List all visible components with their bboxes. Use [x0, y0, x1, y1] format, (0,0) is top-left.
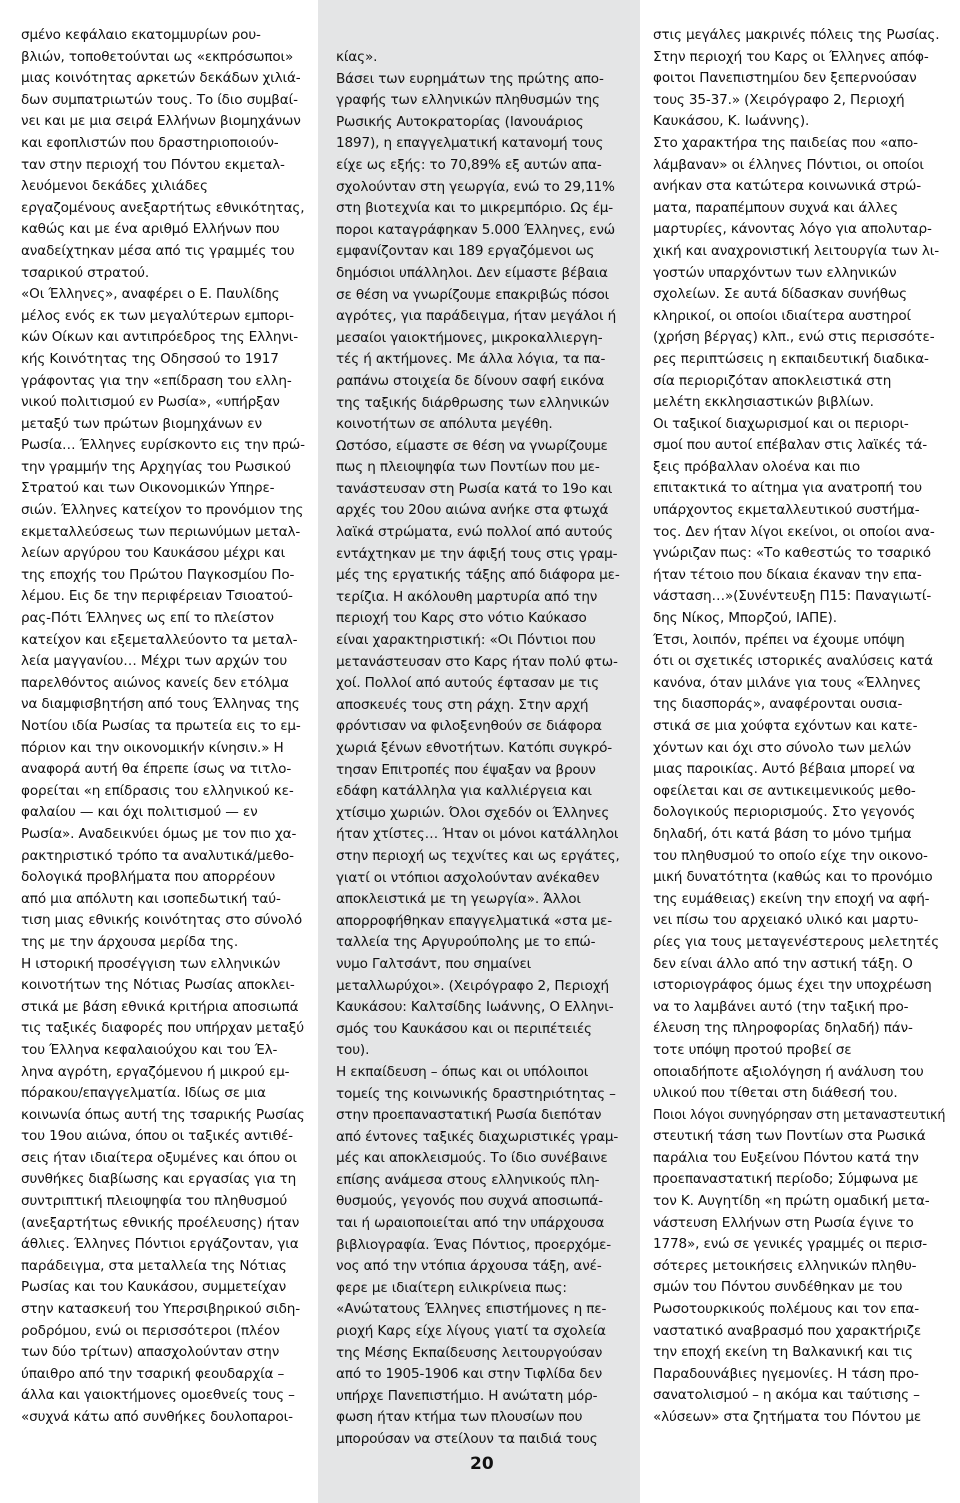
text-line: της ταξικής διάρθρωσης των ελληνικών — [336, 394, 610, 411]
text-line: Βάσει των ευρημάτων της πρώτης απο- — [336, 70, 604, 87]
text-line: τους 35-37.» (Χειρόγραφο 2, Περιοχή — [653, 91, 905, 108]
text-line: μιας παροικίας. Αυτό βέβαια μπορεί να — [653, 761, 915, 778]
text-line: ταλλεία της Αργυρούπολης με το επώ- — [336, 934, 596, 951]
text-line: φορείται «η επίδρασις του ελληνικού κε- — [21, 782, 294, 799]
text-line: μιας κοινότητας αρκετών δεκάδων χιλιά- — [21, 70, 301, 87]
text-line: αποσκευές τους στη ράχη. Στην αρχή — [336, 696, 589, 713]
text-line: Ρωσία». Αναδεικνύει όμως με τον πιο χα- — [21, 825, 297, 842]
text-line: ληνα αγρότη, εργαζόμενου ή μικρού εμ- — [21, 1063, 290, 1080]
text-line: Στην περιοχή του Καρς οι Έλληνες απόφ- — [653, 48, 929, 65]
text-line: ρες περιπτώσεις η εκπαιδευτική διαδικα- — [653, 350, 929, 367]
text-line: Ρωσικής Αυτοκρατορίας (Ιανουάριος — [336, 113, 584, 130]
text-line: σε θέση να γνωρίζουμε επακριβώς πόσοι — [336, 286, 610, 303]
text-line: Στρατού και των Οικονομικών Υπηρε- — [21, 480, 275, 497]
text-line: δολογικά προβλήματα που απορρέουν — [21, 869, 276, 886]
text-line: αγρότες, για παράδειγμα, ήταν μεγάλοι ή — [336, 308, 617, 325]
text-line: γραφής των ελληνικών πληθυσμών της — [336, 92, 600, 109]
text-line: λεία μαγγανίου… Μέχρι των αρχών του — [21, 653, 288, 670]
text-line: στην περιοχή ως τεχνίτες και ως εργάτες, — [336, 847, 620, 864]
text-line: γράφοντας για την «επίδραση του ελλη- — [21, 372, 292, 389]
text-line: Καυκάσου: Καλτσίδης Ιωάννης, Ο Ελληνι- — [336, 999, 614, 1016]
text-line: καθώς και με ένα αριθμό Ελλήνων που — [21, 221, 280, 238]
text-line: υπήρχε Πανεπιστήμιο. Η ανώτατη μόρ- — [336, 1387, 598, 1404]
text-line: σμών του Πόντου συνδέθηκαν με του — [653, 1279, 903, 1296]
text-line: τον Κ. Αυγητίδη «η πρώτη ομαδική μετα- — [653, 1193, 930, 1210]
text-line: ρας-Πότι Έλληνες ως επί το πλείστον — [21, 610, 274, 627]
text-line: στις μεγάλες μακρινές πόλεις της Ρωσίας. — [653, 27, 940, 43]
text-line: αναφορά αυτή θα έπρεπε ίσως να τιτλο- — [21, 761, 292, 778]
text-line: ταν στην περιοχή του Πόντου εκμεταλ- — [21, 156, 285, 173]
text-line: μετανάστευσαν στο Καρς ήταν πολύ φτω- — [336, 653, 618, 670]
text-line: τιση μιας εθνικής κοινότητας στο σύνολό — [21, 912, 303, 929]
text-line: να διαμφισβητήση από τους Έλληνας της — [21, 696, 300, 713]
text-line: ιστοριογράφος όμως έχει την υποχρέωση — [653, 977, 932, 994]
text-line: κών Οίκων και αντιπρόεδρος της Ελληνι- — [21, 329, 298, 346]
text-column-left — [21, 25, 305, 1429]
text-line: επιτακτικά το αίτημα για ανατροπή του — [653, 480, 922, 497]
text-line: Στο χαρακτήρα της παιδείας που «απο- — [653, 134, 918, 151]
text-line: ότι οι σχετικές ιστορικές αναλύσεις κατά — [653, 653, 933, 670]
text-line: 1897), η επαγγελματική κατανομή τους — [336, 135, 604, 152]
text-line: λέμου. Εις δε την περιφέρειαν Τσιοατού- — [21, 588, 293, 605]
text-line: νος από την ντόπια άρχουσα τάξη, ανέ- — [336, 1258, 602, 1275]
text-line: ριοχή Καρς είχε λίγους γιατί τα σχολεία — [336, 1323, 606, 1340]
text-line: Ρωσία… Έλληνες ευρίσκοντο εις την πρώ- — [21, 437, 305, 454]
text-line: λευόμενοι δεκάδες χιλιάδες — [21, 178, 208, 195]
text-line: την εποχή εκείνη τη Βαλκανική και τις — [653, 1344, 913, 1361]
text-line: τσαρικού στρατού. — [21, 264, 150, 281]
text-line: από το 1905-1906 και στην Τιφλίδα δεν — [336, 1366, 603, 1383]
text-line: στικά σε μια χούφτα εχόντων και κατε- — [653, 718, 918, 734]
text-line: σμοί που αυτοί επέβαλαν στις λαϊκές τά- — [653, 437, 928, 454]
text-line: του Έλληνα κεφαλαιούχου και του Έλ- — [21, 1041, 278, 1058]
text-line: χική και αναχρονιστική λειτουργία των λι- — [653, 242, 939, 259]
text-line: σμός του Καυκάσου και οι περιπέτειές — [336, 1020, 592, 1037]
text-line: Η ιστορική προσέγγιση των ελληνικών — [21, 955, 281, 972]
text-line: τησαν Επιτροπές που έψαξαν να βρουν — [336, 761, 596, 778]
text-line: λείων αργύρου του Καυκάσου μέχρι και — [21, 545, 286, 562]
text-line: Παραδουνάβιες ηγεμονίες. Η τάση προ- — [653, 1365, 919, 1382]
text-line: ρίες για τους μεταγενέστερους μελετητές — [653, 933, 940, 950]
text-line: χωριά ξένων εθνοτήτων. Κατόπι συγκρό- — [336, 740, 613, 756]
text-line: την γραμμήν της Αρχηγίας του Ρωσικού — [21, 458, 291, 475]
text-column-middle — [336, 47, 620, 1451]
text-line: μεταλλωρύχοι». (Χειρόγραφο 2, Περιοχή — [336, 977, 609, 994]
text-line: δολογικούς περιορισμούς. Στο γεγονός — [653, 804, 916, 821]
text-line: (χρήση βέργας) κλπ., ενώ στις περισσότε- — [653, 329, 935, 346]
text-line: ύπαιθρο από την τσαρική φεουδαρχία – — [21, 1365, 285, 1382]
text-line: στην προεπαναστατική Ρωσία διεπόταν — [336, 1107, 602, 1124]
text-line: σχολείων. Σε αυτά δίδασκαν συνήθως — [653, 286, 907, 303]
text-line: λαϊκά στρώματα, ενώ πολλοί από αυτούς — [336, 524, 613, 541]
text-line: τις ταξικές διαφορές που υπήρχαν μεταξύ — [21, 1020, 304, 1037]
text-line: ναστατικό αναβρασμό που χαρακτήριζε — [653, 1322, 922, 1339]
text-line: ραπάνω στοιχεία δε δίνουν σαφή εικόνα — [336, 372, 605, 389]
text-line: Έτσι, λοιπόν, πρέπει να έχουμε υπόψη — [653, 631, 905, 648]
text-line: «λύσεων» στα ζητήματα του Πόντου με — [653, 1409, 922, 1425]
text-line: της με την άρχουσα μερίδα της. — [21, 933, 239, 950]
text-line: Ρωσοτουρκικούς πολέμους και τον επα- — [653, 1301, 919, 1318]
text-line: σία περιοριζόταν αποκλειστικά στη — [653, 372, 892, 389]
text-line: της ευμάθειας) εκείνη την εποχή να αφή- — [653, 890, 930, 907]
text-line: μεταξύ των πρώτων βιομηχάνων εν — [21, 415, 262, 432]
text-line: περιοχή του Καρς στο νότιο Καύκασο — [336, 610, 587, 627]
text-line: παράλια του Ευξείνου Πόντου κατά την — [653, 1149, 919, 1166]
text-line: χόντων και όχι στο σύνολο των μελών — [653, 739, 911, 756]
text-line: μεσαίοι γαιοκτήμονες, μικροκαλλιεργη- — [336, 329, 603, 346]
text-line: στευτική τάση των Ποντίων στα Ρωσικά — [653, 1128, 926, 1145]
text-line: παράδειγμα, στα μεταλλεία της Νότιας — [21, 1257, 287, 1274]
text-line: ματα, παραπέμπουν συχνά και άλλες — [653, 199, 899, 216]
text-line: οποιαδήποτε αξιολόγηση ή ανάλυση του — [653, 1063, 924, 1080]
text-line: ροδρόμου, ενώ οι περισσότεροι (πλέον — [21, 1322, 280, 1339]
text-line: γιατί οι ντόπιοι ασχολούνταν ανέκαθεν — [336, 869, 600, 886]
text-line: ήταν χτίστες… Ήταν οι μόνοι κατάλληλοι — [336, 826, 619, 843]
text-line: φοιτοι Πανεπιστημίου δεν ξεπερνούσαν — [653, 70, 917, 87]
text-line: ανήκαν στα κατώτερα κοινωνικά στρώ- — [653, 178, 921, 195]
text-line: τομείς της κοινωνικής δραστηριότητας – — [336, 1085, 616, 1102]
text-line: σότερες μετοικήσεις ελληνικών πληθυ- — [653, 1257, 917, 1274]
text-line: της διασποράς», αναφέρονται ουσια- — [653, 696, 903, 713]
text-line: νικού πολιτισμού εν Ρωσία», «υπήρξαν — [21, 394, 280, 411]
text-line: αναδείχτηκαν μέσα από τις γραμμές του — [21, 242, 295, 259]
text-line: κοινωνία όπως αυτή της τσαρικής Ρωσίας — [21, 1106, 305, 1123]
text-line: δημόσιοι υπάλληλοι. Δεν είμαστε βέβαια — [336, 264, 608, 281]
text-line: της Μέσης Εκπαίδευσης λειτουργούσαν — [336, 1344, 603, 1361]
text-line: μές και αποκλεισμούς. Το ίδιο συνέβαινε — [336, 1150, 608, 1167]
text-line: μές της εργατικής τάξης από διάφορα με- — [336, 567, 620, 584]
text-line: «συχνά κάτω από συνθήκες δουλοπαροι- — [21, 1409, 293, 1425]
text-line: δης Νίκος, Μπορζού, ΙΑΠΕ). — [653, 610, 837, 627]
text-line: μαρτυρίες, κάνοντας λόγο για απολυταρ- — [653, 221, 932, 238]
text-line: συντριπτική πλειοψηφία του πληθυσμού — [21, 1193, 288, 1210]
text-column-right — [653, 25, 945, 1429]
text-line: της εποχής του Πρώτου Παγκοσμίου Πο- — [21, 566, 295, 583]
text-line: μέλος ενός εκ των μεγαλύτερων εμπορι- — [21, 307, 294, 324]
text-line: του). — [336, 1042, 370, 1059]
text-line: Νοτίου ιδία Ρωσίας τα πρωτεία εις το εμ- — [21, 718, 301, 734]
text-line: επίσης ανάμεσα στους ελληνικούς πλη- — [336, 1171, 600, 1188]
text-line: αποκλειστικά με τη γεωργία». Άλλοι — [336, 891, 581, 908]
text-line: και εφοπλιστών που δραστηριοποιούν- — [21, 134, 279, 151]
text-line: αρχές του 20ου αιώνα ανήκε στα φτωχά — [336, 502, 609, 519]
text-line: ξεις πρόβαλλαν ολοένα και πιο — [653, 458, 861, 475]
text-line: τος. Δεν ήταν λίγοι εκείνοι, οι οποίοι ανα- — [653, 523, 935, 540]
text-line: έλευση της πληροφορίας δηλαδή) πάν- — [653, 1020, 913, 1037]
text-line: χοί. Πολλοί από αυτούς έφτασαν με τις — [336, 675, 600, 692]
text-line: σεις ήταν ιδιαίτερα οξυμένες και όπου οι — [21, 1149, 297, 1166]
text-line: υλικού που τίθεται στη διάθεσή του. — [653, 1085, 898, 1102]
text-line: εκμεταλλεύσεως των περιωνύμων μεταλ- — [21, 523, 301, 540]
text-line: σχολούνταν στη γεωργία, ενώ το 29,11% — [336, 178, 615, 195]
text-line: φωση ήταν κτήμα των πλουσίων που — [336, 1409, 583, 1426]
text-line: προεπαναστατική περίοδο; Σύμφωνα με — [653, 1171, 919, 1188]
text-line: νάσταση…»(Συνέντευξη Π15: Παναγιωτί- — [653, 588, 932, 605]
text-line: τοτε υπόψη προτού προβεί σε — [653, 1041, 852, 1058]
text-line: να το λαμβάνει αυτό (την ταξική προ- — [653, 998, 909, 1015]
text-line: φρόντισαν να φιλοξενηθούν σε διάφορα — [336, 718, 602, 735]
text-line: μελέτη εκκλησιαστικών βιβλίων. — [653, 394, 874, 411]
text-line: κοινοτήτων της Νότιας Ρωσίας αποκλει- — [21, 977, 295, 994]
text-line: βλιών, τοποθετούνται ως «εκπρόσωποι» — [21, 48, 294, 65]
text-line: άλλα και γαιοκτήμονες ομοεθνείς τους – — [21, 1387, 295, 1404]
text-line: (ανεξαρτήτως εθνικής προέλευσης) ήταν — [21, 1214, 300, 1231]
text-line: νυμο Γαλτσάντ, που σημαίνει — [336, 955, 532, 972]
text-line: θυσμούς, γεγονός που συχνά αποσιωπά- — [336, 1193, 603, 1210]
text-line: εδάφη κατάλληλα για καλλιέργεια και — [336, 783, 592, 800]
text-line: δεν είναι άλλο από την αστική τάξη. Ο — [653, 955, 913, 972]
text-line: του πληθυσμού το οποίο είχε την οικονο- — [653, 847, 928, 864]
text-line: οφείλεται και σε αντικειμενικούς μεθο- — [653, 782, 916, 799]
text-line: Ωστόσο, είμαστε σε θέση να γνωρίζουμε — [336, 437, 608, 454]
text-line: Οι ταξικοί διαχωρισμοί και οι περιορι- — [653, 415, 909, 432]
text-line: από μια απόλυτη και ισοπεδωτική ταύ- — [21, 890, 281, 907]
text-line: ρακτηριστικό τρόπο τα αναλυτικά/μεθο- — [21, 847, 294, 864]
text-line: κανόνα, όταν μιλάνε για τους «Έλληνες — [653, 674, 922, 691]
text-line: από έντονες ταξικές διαχωριστικές γραμ- — [336, 1128, 619, 1145]
text-line: σμένο κεφάλαιο εκατομμυρίων ρου- — [21, 27, 261, 43]
text-line: μπορούσαν να στείλουν τα παιδιά τους — [336, 1431, 598, 1447]
text-line: παρελθόντος αιώνος κανείς δεν ετόλμα — [21, 674, 289, 691]
text-line: λάμβαναν» οι έλληνες Πόντιοι, οι οποίοι — [653, 156, 924, 173]
text-line: 1778», ενώ σε γενικές γραμμές οι περισ- — [653, 1236, 927, 1253]
text-line: «Ανώτατους Έλληνες επιστήμονες η πε- — [336, 1301, 607, 1318]
text-line: τές ή ακτήμονες. Με άλλα λόγια, τα πα- — [336, 351, 606, 368]
text-line: φερε με ιδιαίτερη ειλικρίνεια πως: — [336, 1279, 567, 1296]
text-line: στη βιοτεχνία και το μικρεμπόριο. Ως έμ- — [336, 200, 614, 217]
text-line: σιών. Έλληνες κατείχον το προνόμιον της — [21, 502, 304, 519]
text-line: νάστευση Ελλήνων στη Ρωσία έγινε το — [653, 1214, 914, 1231]
text-line: «Οι Έλληνες», αναφέρει ο Ε. Παυλίδης — [21, 286, 280, 303]
text-line: γοστών υπαρχόντων των ελληνικών — [653, 264, 897, 281]
text-line: υπάρχοντος εκμεταλλευτικού συστήμα- — [653, 502, 920, 519]
text-line: νει πίσω του αρχειακό υλικό και μαρτυ- — [653, 912, 919, 929]
text-line: Ποιοι λόγοι συνηγόρησαν στη μεταναστευτική — [653, 1106, 946, 1123]
text-line: κής Κοινότητας της Οδησσού το 1917 — [21, 350, 279, 367]
text-line: Η εκπαίδευση – όπως και οι υπόλοιποι — [336, 1063, 589, 1080]
text-line: Καυκάσου, Κ. Ιωάννης). — [653, 113, 810, 130]
text-line: ήταν τέτοιο που δίκαια έκαναν την επα- — [653, 566, 922, 583]
text-line: χτίσιμο χωριών. Όλοι σχεδόν οι Έλληνες — [336, 804, 610, 821]
text-line: του 19ου αιώνα, όπου οι ταξικές αντιθέ- — [21, 1128, 293, 1145]
text-line: Ρωσίας και του Καυκάσου, συμμετείχαν — [21, 1279, 287, 1296]
text-line: κίας». — [336, 49, 378, 65]
text-line: συνθήκες διαβίωσης και εργασίας για τη — [21, 1171, 297, 1188]
text-line: πόρακου/επαγγελματία. Ιδίως σε μια — [21, 1085, 266, 1102]
text-line: τανάστευσαν στη Ρωσία κατά το 19ο και — [336, 480, 613, 497]
text-line: εργαζομένους ανεξαρτήτως εθνικότητας, — [21, 199, 305, 216]
text-line: μική δυνατότητα (καθώς και το προνόμιο — [653, 869, 933, 886]
text-line: δων συμπατριωτών τους. Το ίδιο συμβαί- — [21, 91, 298, 108]
text-line: γνώριζαν πως: «Το καθεστώς το τσαρικό — [653, 545, 931, 562]
text-line: κοινοτήτων σε απόλυτα μεγέθη. — [336, 416, 553, 433]
text-line: νει και με μια σειρά Ελλήνων βιομηχάνων — [21, 113, 301, 130]
text-line: φαλαίου — και όχι πολιτισμού — εν — [21, 804, 258, 821]
page-number-label: 20 — [470, 1454, 494, 1474]
text-line: εμφανίζονταν και 189 εργαζόμενοι ως — [336, 243, 595, 260]
text-line: κατείχον και εξεμεταλλεύοντο τα μεταλ- — [21, 631, 298, 648]
text-line: άθλιες. Έλληνες Πόντιοι εργάζονταν, για — [21, 1236, 299, 1253]
text-line: βιβλιογραφία. Ένας Πόντιος, προερχόμε- — [336, 1236, 612, 1253]
text-line: ται ή ωραιοποιείται από την υπάρχουσα — [336, 1215, 605, 1232]
text-line: στην κατασκευή του Υπερσιβηρικού σιδη- — [21, 1301, 300, 1318]
text-line: σανατολισμού – η ακόμα και ταύτισης – — [653, 1387, 920, 1404]
text-line: πως η πλειοψηφία των Ποντίων που με- — [336, 459, 600, 476]
text-line: απορροφήθηκαν επαγγελματικά «στα με- — [336, 912, 613, 929]
text-line: είναι χαρακτηριστική: «Οι Πόντιοι που — [336, 632, 596, 649]
text-line: εντάχτηκαν με την άφιξή τους στις γραμ- — [336, 545, 618, 562]
text-line: πόριον και την οικονομικήν κίνησιν.» Η — [21, 739, 284, 756]
text-line: είχε ως εξής: το 70,89% εξ αυτών απα- — [336, 156, 602, 173]
text-line: τερίζια. Η ακόλουθη μαρτυρία από την — [336, 588, 598, 605]
text-line: των δύο τρίτων) απασχολούνταν στην — [21, 1344, 280, 1361]
text-line: ποροι καταγράφηκαν 5.000 Έλληνες, ενώ — [336, 221, 616, 238]
text-line: στικά με βάση εθνικά κριτήρια αποσιωπά — [21, 998, 299, 1015]
text-line: κληρικοί, οι οποίοι ιδιαίτερα αυστηροί — [653, 307, 911, 324]
text-line: δηλαδή, ότι κατά βάση το μόνο τμήμα — [653, 825, 912, 842]
